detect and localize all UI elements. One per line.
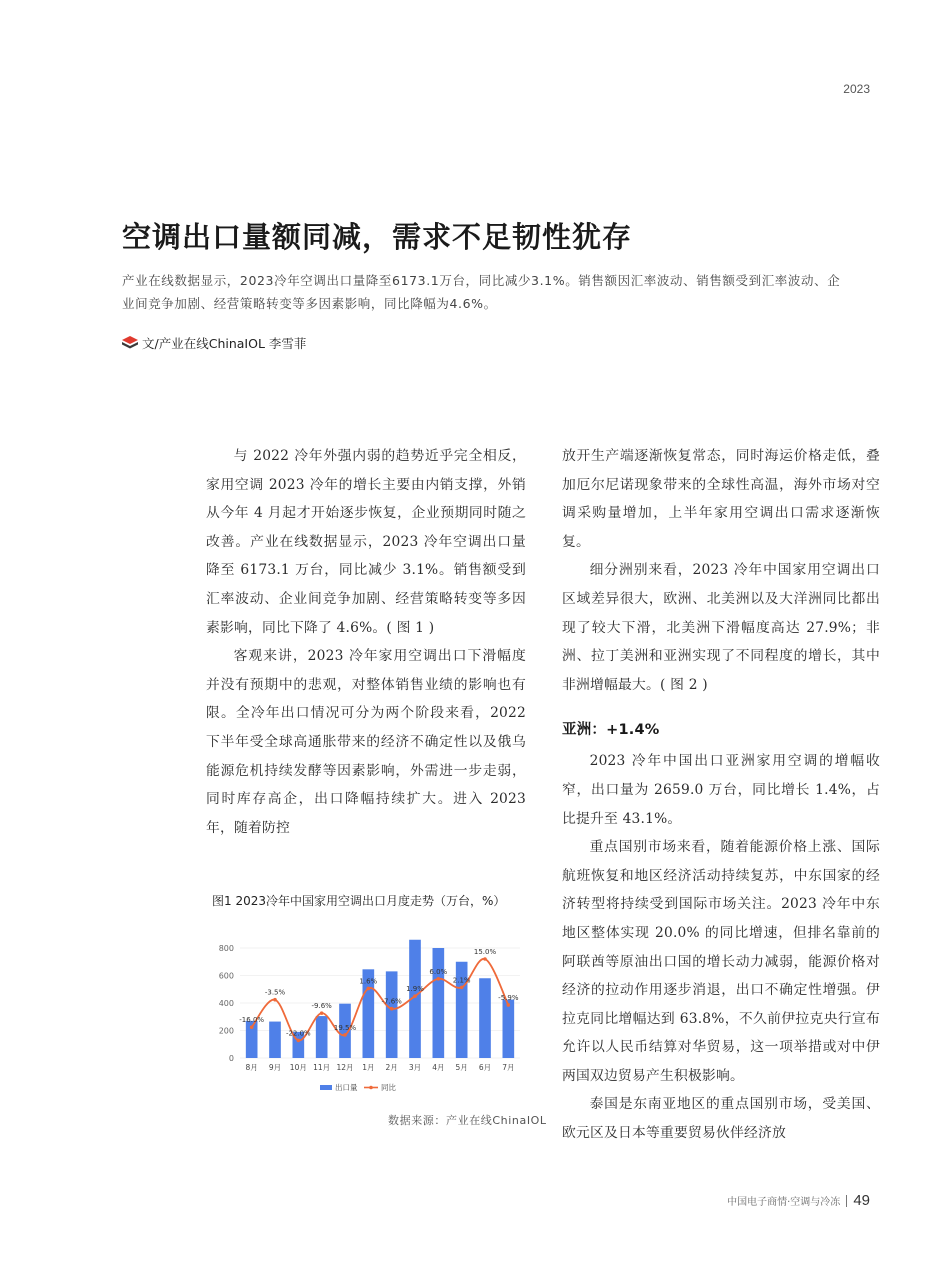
legend-swatch-point	[369, 1086, 373, 1090]
body-paragraph: 重点国别市场来看，随着能源价格上涨、国际航班恢复和地区经济活动持续复苏，中东国家的经济转型将持续受到国际市场关注。2023 冷年中东地区整体实现 20.0% 的同比增速，但排名靠前的阿联酋等原油出口国的增长动力减弱，能源价格对经济的拉动作用逐步消退，出口不确定性增强。伊拉克同比增幅达到 63.8%，不久前伊拉克央行宣布允许以人民币结算对华贸易，这一项举措或对中伊两国双边贸易产生积极影响。	[562, 839, 880, 1084]
chart-data-label: 1.6%	[359, 977, 378, 986]
chart-x-tick-label: 5月	[455, 1063, 468, 1072]
chart-bar	[269, 1022, 281, 1058]
footer-divider	[846, 1195, 847, 1207]
chart-data-label: -5.9%	[498, 993, 519, 1002]
article-lead: 产业在线数据显示，2023冷年空调出口量降至6173.1万台，同比减少3.1%。销售额因汇率波动、销售额受到汇率波动、企业间竞争加剧、经营策略转变等多因素影响，同比降幅为4.6%。	[122, 273, 841, 311]
header-year: 2023	[843, 82, 870, 96]
chart-y-tick-label: 0	[228, 1054, 234, 1063]
chart-x-tick-label: 1月	[362, 1063, 375, 1072]
legend-label: 出口量	[335, 1083, 358, 1092]
body-column-left	[206, 442, 526, 842]
page-footer	[727, 1192, 870, 1209]
chart-line-point	[483, 957, 487, 961]
chart-y-tick-label: 600	[218, 971, 234, 981]
footer-publication: 中国电子商情·空调与冷冻	[727, 1197, 841, 1208]
chart-y-tick-label: 200	[218, 1026, 234, 1036]
chart-line-point	[367, 987, 371, 991]
figure-source: 数据来源：产业在线ChinaIOL	[388, 1114, 547, 1127]
chart-line-point	[413, 994, 417, 998]
section-heading-asia: 亚洲：+1.4%	[562, 722, 660, 739]
chart-data-label: 6.0%	[429, 967, 448, 976]
chart-data-label: 1.9%	[406, 985, 424, 994]
chart-bar	[316, 1016, 328, 1058]
chart-data-label: -7.6%	[381, 997, 402, 1006]
legend-label: 同比	[381, 1083, 396, 1092]
figure-caption: 图1 2023冷年中国家用空调出口月度走势（万台，%）	[212, 894, 506, 908]
chart-bar	[479, 978, 491, 1058]
chart-line-point	[343, 1033, 347, 1037]
chart-data-label: -16.0%	[239, 1016, 265, 1025]
chart-line-point	[390, 1007, 394, 1011]
chart-x-tick-label: 4月	[432, 1063, 445, 1072]
body-paragraph-continued: 放开生产端逐渐恢复常态，同时海运价格走低，叠加厄尔尼诺现象带来的全球性高温，海外市场对空调采购量增加，上半年家用空调出口需求逐渐恢复。	[562, 448, 880, 550]
body-paragraph: 与 2022 冷年外强内弱的趋势近乎完全相反，家用空调 2023 冷年的增长主要由内销支撑，外销从今年 4 月起才开始逐步恢复，企业预期同时随之改善。产业在线数据显示，2023 冷年空调出口量降至 6173.1 万台，同比减少 3.1%。销售额受到汇率波动、企业间竞争加剧、经营策略转变等多因素影响，同比下降了 4.6%。( 图 1 )	[206, 448, 526, 636]
body-paragraph: 2023 冷年中国出口亚洲家用空调的增幅收窄，出口量为 2659.0 万台，同比增长 1.4%，占比提升至 43.1%。	[562, 753, 880, 827]
body-column-right	[562, 442, 880, 1160]
chart-y-tick-label: 400	[218, 999, 234, 1008]
chart-x-tick-label: 10月	[289, 1063, 307, 1072]
chart-data-label: -3.5%	[264, 988, 286, 997]
chart-bar	[386, 971, 398, 1058]
chart-line-point	[507, 1003, 511, 1007]
chart-x-tick-label: 2月	[385, 1063, 398, 1072]
body-paragraph: 客观来讲，2023 冷年家用空调出口下滑幅度并没有预期中的悲观，对整体销售业绩的影响也有限。全冷年出口情况可分为两个阶段来看，2022 下半年受全球高通胀带来的经济不确定性以及俄乌能源危机持续发酵等因素影响，外需进一步走弱，同时库存高企，出口降幅持续扩大。进入 2023 年，随着防控	[206, 648, 526, 836]
chart-data-label: 2.1%	[452, 976, 471, 985]
chart-data-label: -22.0%	[285, 1029, 311, 1038]
byline-text: 文/产业在线ChinaIOL 李雪菲	[142, 336, 307, 351]
chart-line-point	[273, 998, 277, 1002]
chart-data-label: -9.6%	[311, 1002, 332, 1011]
chart-bar	[503, 1000, 515, 1058]
chart-line-point	[250, 1025, 254, 1029]
chart-line-point	[437, 977, 441, 981]
legend-swatch-bar	[320, 1085, 332, 1090]
chart-x-tick-label: 8月	[245, 1063, 258, 1072]
chart-x-tick-label: 12月	[336, 1063, 354, 1072]
chart-line-point	[297, 1039, 301, 1043]
body-paragraph: 泰国是东南亚地区的重点国别市场，受美国、欧元区及日本等重要贸易伙伴经济放	[562, 1096, 880, 1142]
chart-line-point	[320, 1011, 324, 1015]
author-logo-icon	[122, 336, 138, 350]
chart-data-label: 15.0%	[473, 948, 497, 956]
chart-x-tick-label: 9月	[268, 1063, 282, 1072]
chart-bar	[433, 948, 445, 1058]
export-trend-chart	[208, 934, 528, 1104]
chart-series-line	[252, 959, 509, 1041]
page-number: 49	[853, 1192, 870, 1209]
chart-line-point	[460, 986, 464, 990]
article-title: 空调出口量额同减，需求不足韧性犹存	[122, 220, 633, 254]
chart-x-tick-label: 11月	[313, 1063, 331, 1072]
chart-y-tick-label: 800	[218, 944, 234, 953]
chart-x-tick-label: 3月	[408, 1063, 422, 1072]
chart-x-tick-label: 6月	[478, 1063, 492, 1072]
chart-data-label: 19.5%	[333, 1023, 357, 1032]
byline	[122, 334, 306, 352]
chart-x-tick-label: 7月	[502, 1063, 515, 1072]
body-paragraph: 细分洲别来看，2023 冷年中国家用空调出口区域差异很大，欧洲、北美洲以及大洋洲同比都出现了较大下滑，北美洲下滑幅度高达 27.9%；非洲、拉丁美洲和亚洲实现了不同程度的增长，其中非洲增幅最大。( 图 2 )	[562, 562, 880, 693]
